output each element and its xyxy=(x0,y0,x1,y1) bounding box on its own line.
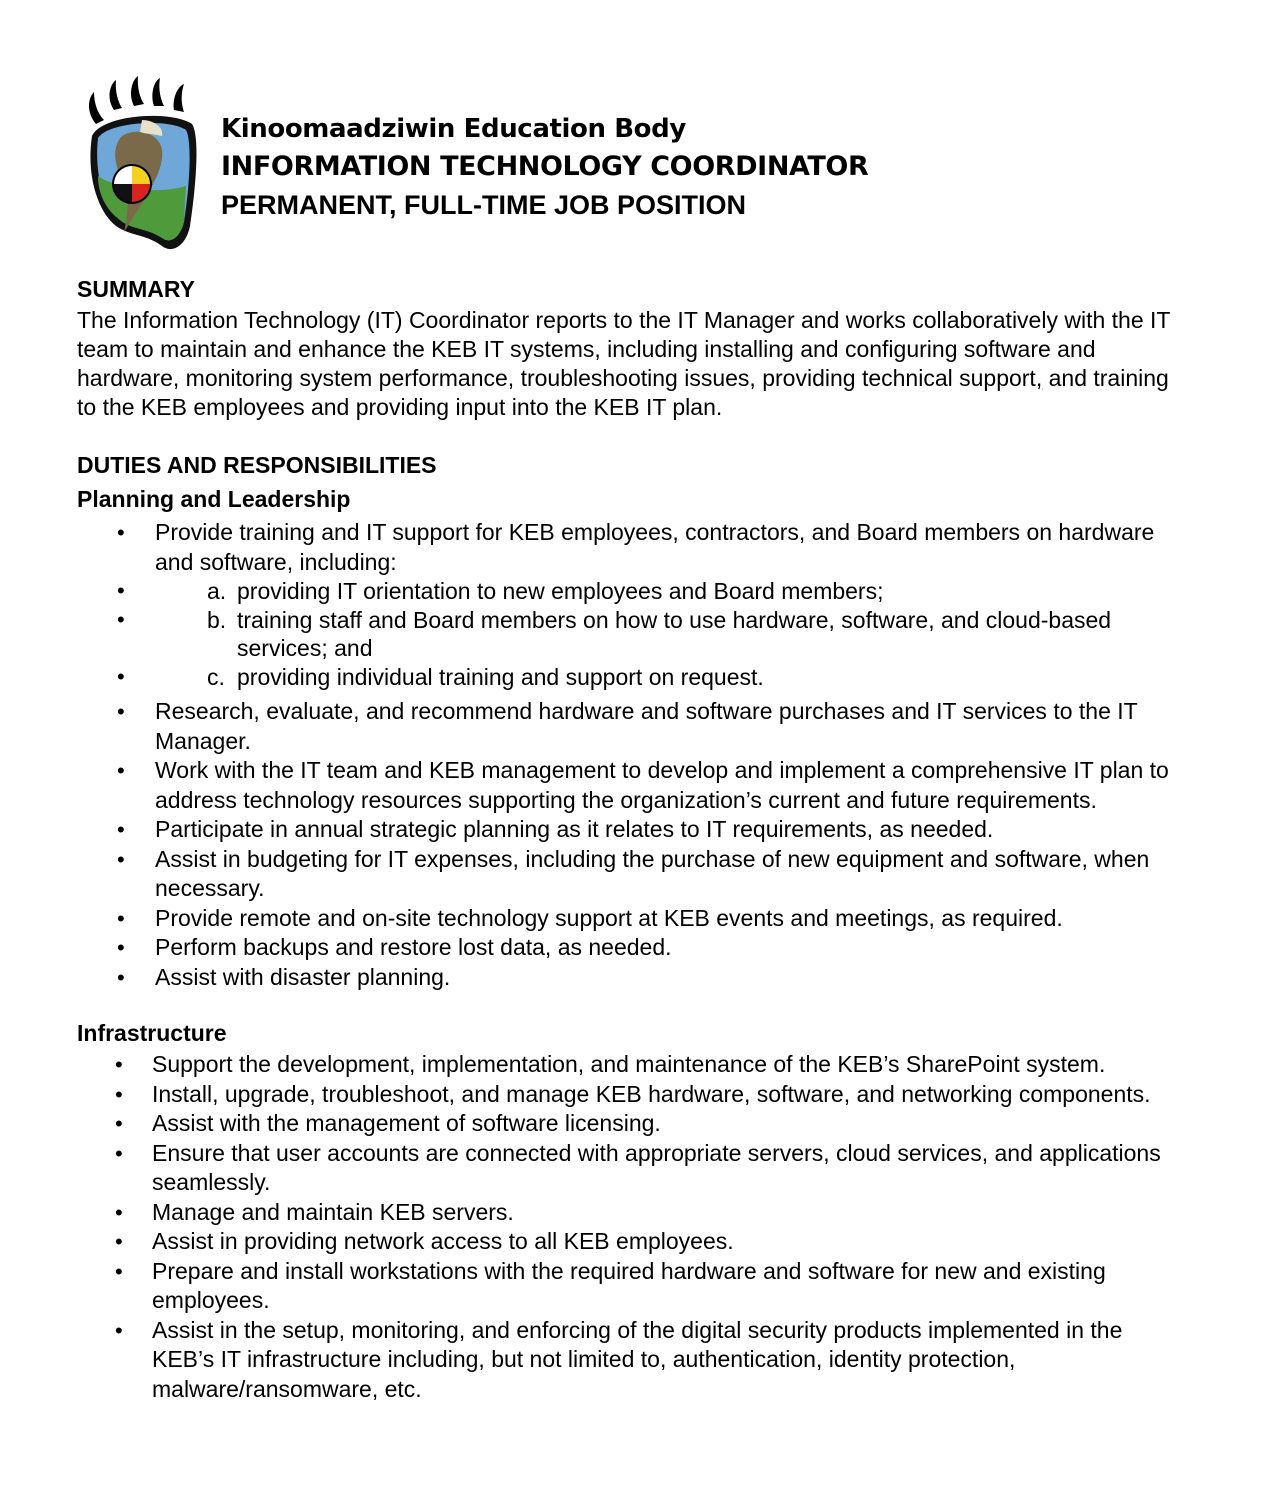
list-item: • Assist in providing network access to all KEB employees. xyxy=(77,1227,1182,1257)
list-item: • Install, upgrade, troubleshoot, and manage KEB hardware, software, and networking components. xyxy=(77,1080,1182,1110)
summary-text: The Information Technology (IT) Coordinator reports to the IT Manager and works collaboratively with the IT team to maintain and enhance the KEB IT systems, including installing and configuring software and hardware, monitoring system performance, troubleshooting issues, providing technical support xyxy=(77,307,1171,391)
list-item: • Prepare and install workstations with the required hardware and software for new and existing employees. xyxy=(77,1257,1182,1316)
list-item: • Assist with the management of software licensing. xyxy=(77,1109,1182,1139)
list-item: • Assist with disaster planning. xyxy=(77,963,1182,993)
sub-list-item: • a. providing IT orientation to new employees and Board members; xyxy=(77,577,1182,606)
infrastructure-heading: Infrastructure xyxy=(77,1020,227,1046)
list-item: • Support the development, implementation, and maintenance of the KEB’s SharePoint system. xyxy=(77,1050,1182,1080)
summary-heading: SUMMARY xyxy=(77,276,195,302)
list-item: • Participate in annual strategic planning as it relates to IT requirements, as needed. xyxy=(77,815,1182,845)
position-type: PERMANENT, FULL-TIME JOB POSITION xyxy=(221,190,747,220)
list-item: • Perform backups and restore lost data, as needed. xyxy=(77,933,1182,963)
list-item: • Work with the IT team and KEB management to develop and implement a comprehensive IT plan to address technology resources supporting the organization’s current and future requirements. xyxy=(77,756,1182,815)
training-sub-list xyxy=(77,577,1182,691)
list-item: • Provide remote and on-site technology support at KEB events and meetings, as required. xyxy=(77,904,1182,934)
list-item: • Ensure that user accounts are connected with appropriate servers, cloud services, and applications seamlessly. xyxy=(77,1139,1182,1198)
list-item: • Assist in the setup, monitoring, and enforcing of the digital security products implemented in the KEB’s IT infrastructure including, but not limited to, authentication, identity protection, malware/ransomware, etc. xyxy=(77,1316,1182,1405)
list-item: • Manage and maintain KEB servers. xyxy=(77,1198,1182,1228)
infrastructure-list xyxy=(77,1050,1182,1404)
summary-comma: , xyxy=(1035,365,1043,391)
job-title: INFORMATION TECHNOLOGY COORDINATOR xyxy=(221,151,869,182)
list-item: • Assist in budgeting for IT expenses, including the purchase of new equipment and software, when necessary. xyxy=(77,845,1182,904)
document-header xyxy=(221,110,868,224)
summary-paragraph xyxy=(77,306,1182,422)
organization-name: Kinoomaadziwin Education Body xyxy=(221,114,686,144)
planning-heading: Planning and Leadership xyxy=(77,486,351,512)
planning-list xyxy=(77,518,1182,992)
summary-text-end: and training to the KEB employees and providing input into the KEB IT plan. xyxy=(77,365,1169,420)
bear-paw-logo-icon xyxy=(82,76,200,254)
list-item: • Provide training and IT support for KEB employees, contractors, and Board members on hardware and software, including: • a. providing IT orientation to new employees and Board members; • b. training staff and Board members on how to use hardware, software, and cloud-based services; and • c. providing individual training and support on request. xyxy=(77,518,1182,691)
sub-list-item: • b. training staff and Board members on how to use hardware, software, and cloud-based services; and xyxy=(77,606,1182,663)
sub-list-item: • c. providing individual training and support on request. xyxy=(77,663,1182,692)
list-item: • Research, evaluate, and recommend hardware and software purchases and IT services to the IT Manager. xyxy=(77,697,1182,756)
duties-heading: DUTIES AND RESPONSIBILITIES xyxy=(77,452,437,478)
document-body xyxy=(77,272,1182,1404)
